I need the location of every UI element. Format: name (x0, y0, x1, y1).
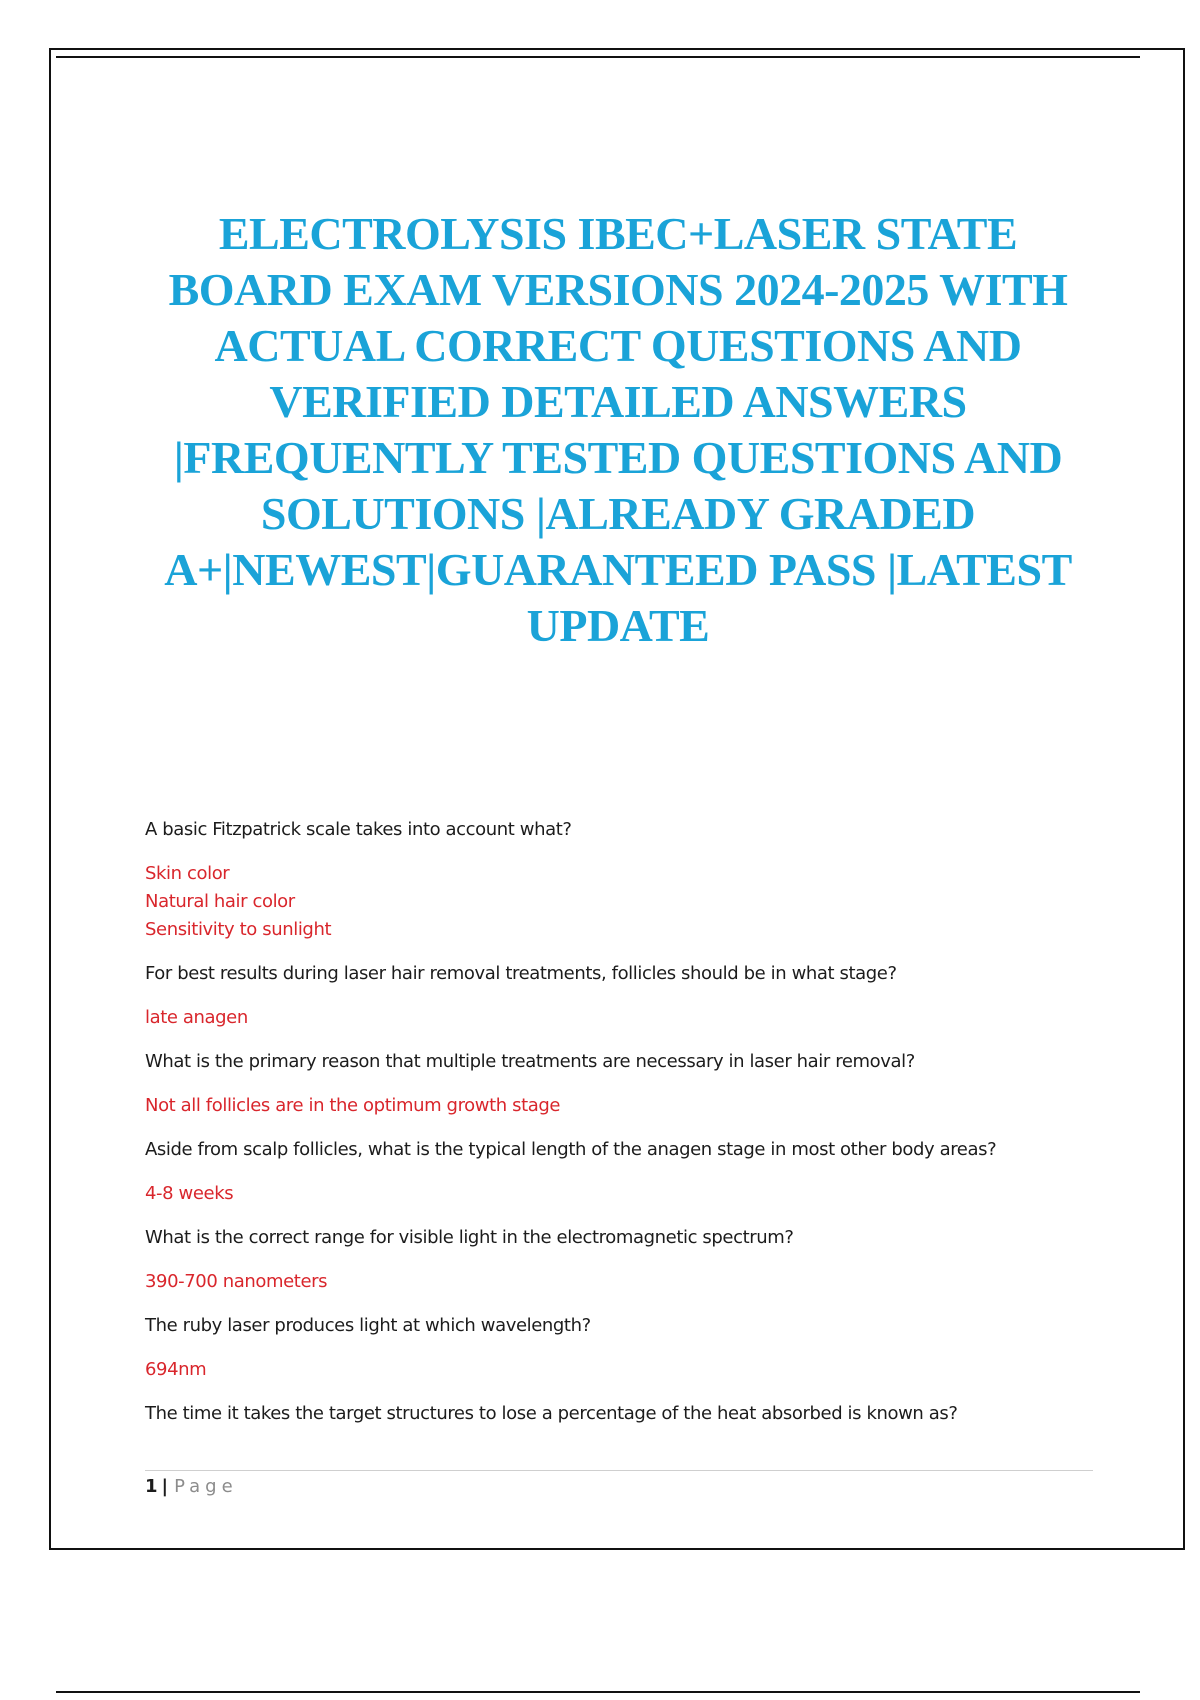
footer-separator: | (161, 1476, 169, 1497)
question: A basic Fitzpatrick scale takes into account what? (145, 819, 572, 840)
bottom-rule (56, 1691, 1140, 1693)
answer-line: Sensitivity to sunlight (145, 919, 332, 940)
page-label: Page (174, 1476, 238, 1497)
page-footer (145, 1473, 238, 1501)
answer (145, 1268, 1095, 1296)
title-line: ACTUAL CORRECT QUESTIONS AND (214, 320, 1022, 371)
title-line: BOARD EXAM VERSIONS 2024-2025 WITH (168, 264, 1068, 315)
question: For best results during laser hair removal treatments, follicles should be in what stage? (145, 963, 897, 984)
title-line: VERIFIED DETAILED ANSWERS (269, 376, 967, 427)
question-answer-list (145, 816, 1095, 1444)
answer-line: Natural hair color (145, 891, 295, 912)
top-rule (56, 56, 1140, 58)
answer-line: 694nm (145, 1359, 207, 1380)
document-title (120, 206, 1116, 654)
title-line: A+|NEWEST|GUARANTEED PASS |LATEST (164, 544, 1072, 595)
page-number: 1 (145, 1476, 158, 1497)
title-line: SOLUTIONS |ALREADY GRADED (260, 488, 976, 539)
answer-line: 4-8 weeks (145, 1183, 234, 1204)
answer (145, 1004, 1095, 1032)
question: The time it takes the target structures to lose a percentage of the heat absorbed is known as? (145, 1403, 958, 1424)
question: Aside from scalp follicles, what is the typical length of the anagen stage in most other body areas? (145, 1139, 997, 1160)
answer (145, 1180, 1095, 1208)
answer-line: 390-700 nanometers (145, 1271, 328, 1292)
title-line: ELECTROLYSIS IBEC+LASER STATE (218, 208, 1018, 259)
footer-rule (145, 1470, 1093, 1471)
question: The ruby laser produces light at which wavelength? (145, 1315, 591, 1336)
answer-line: Skin color (145, 863, 230, 884)
title-line: UPDATE (526, 600, 710, 651)
question: What is the correct range for visible light in the electromagnetic spectrum? (145, 1227, 794, 1248)
answer-line: Not all follicles are in the optimum growth stage (145, 1095, 561, 1116)
answer-line: late anagen (145, 1007, 248, 1028)
answer (145, 860, 1095, 944)
title-line: |FREQUENTLY TESTED QUESTIONS AND (173, 432, 1063, 483)
answer (145, 1356, 1095, 1384)
answer (145, 1092, 1095, 1120)
question: What is the primary reason that multiple treatments are necessary in laser hair removal? (145, 1051, 915, 1072)
